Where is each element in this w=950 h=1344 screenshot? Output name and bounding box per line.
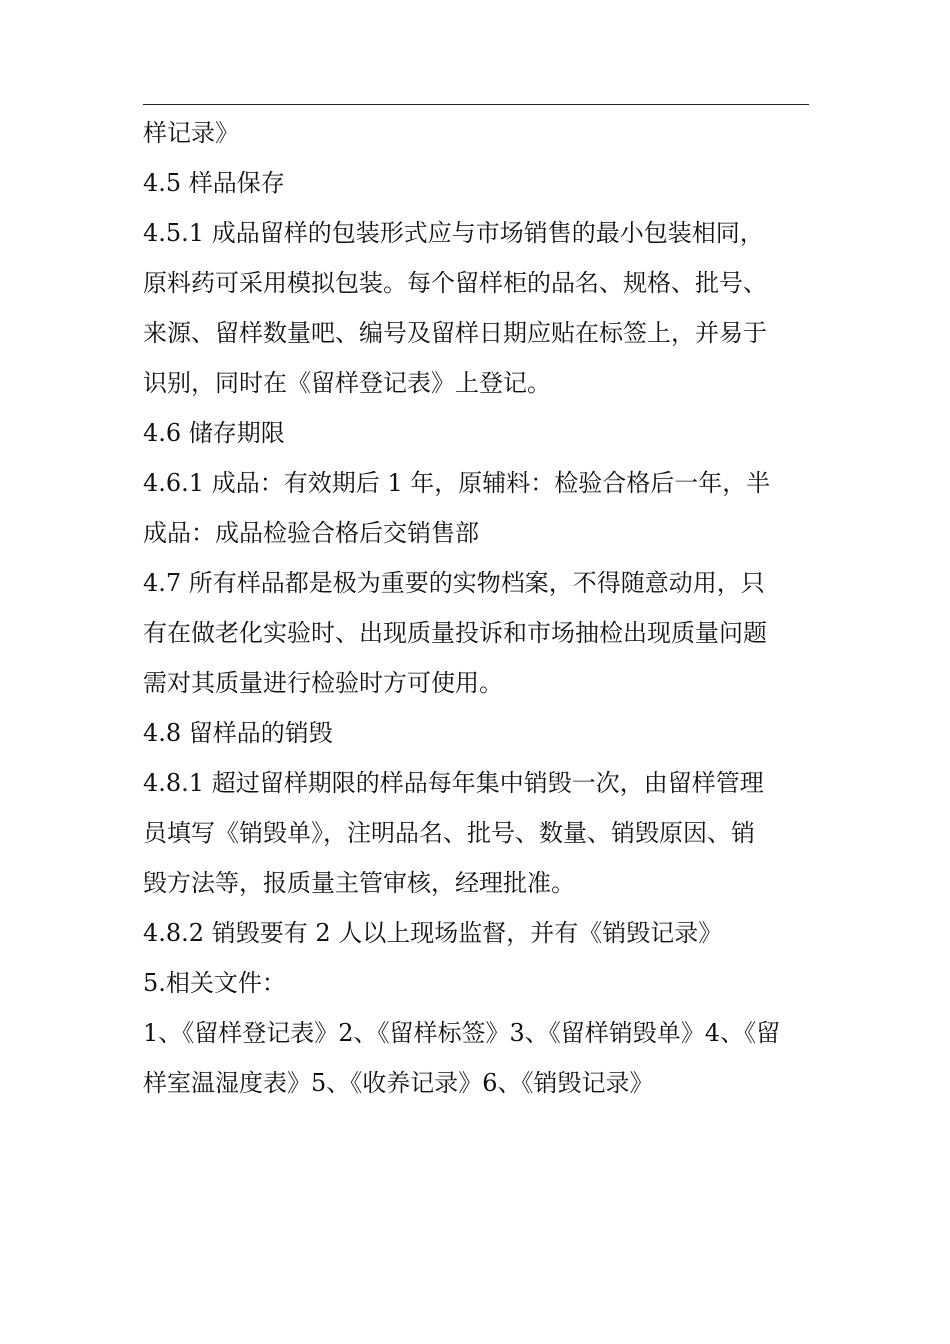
text-line: 来源、留样数量吧、编号及留样日期应贴在标签上，并易于 [143, 319, 767, 347]
text-line: 原料药可采用模拟包装。每个留样柜的品名、规格、批号、 [143, 269, 767, 297]
section-heading-4-5: 4.5 样品保存 [143, 169, 285, 197]
section-heading-4-8: 4.8 留样品的销毁 [143, 719, 333, 747]
text-line: 4.8.1 超过留样期限的样品每年集中销毁一次，由留样管理 [143, 769, 764, 797]
text-line: 识别，同时在《留样登记表》上登记。 [143, 369, 551, 397]
section-heading-4-6: 4.6 储存期限 [143, 419, 285, 447]
text-line: 4.6.1 成品：有效期后 1 年，原辅料：检验合格后一年，半 [143, 469, 771, 497]
text-line: 样记录》 [143, 119, 239, 147]
section-heading-5: 5.相关文件： [143, 969, 286, 997]
text-line: 成品：成品检验合格后交销售部 [143, 519, 479, 547]
text-line: 4.5.1 成品留样的包装形式应与市场销售的最小包装相同， [143, 219, 764, 247]
text-line: 4.8.2 销毁要有 2 人以上现场监督，并有《销毁记录》 [143, 919, 723, 947]
header-rule [143, 104, 809, 105]
text-line: 有在做老化实验时、出现质量投诉和市场抽检出现质量问题 [143, 619, 767, 647]
text-line: 样室温湿度表》5、《收养记录》6、《销毁记录》 [143, 1069, 654, 1097]
text-line: 1、《留样登记表》2、《留样标签》3、《留样销毁单》4、《留 [143, 1019, 781, 1047]
text-line: 员填写《销毁单》，注明品名、批号、数量、销毁原因、销 [143, 819, 755, 847]
text-line: 毁方法等，报质量主管审核，经理批准。 [143, 869, 575, 897]
text-line: 4.7 所有样品都是极为重要的实物档案，不得随意动用，只 [143, 569, 765, 597]
text-line: 需对其质量进行检验时方可使用。 [143, 669, 503, 697]
document-body [143, 108, 809, 1108]
